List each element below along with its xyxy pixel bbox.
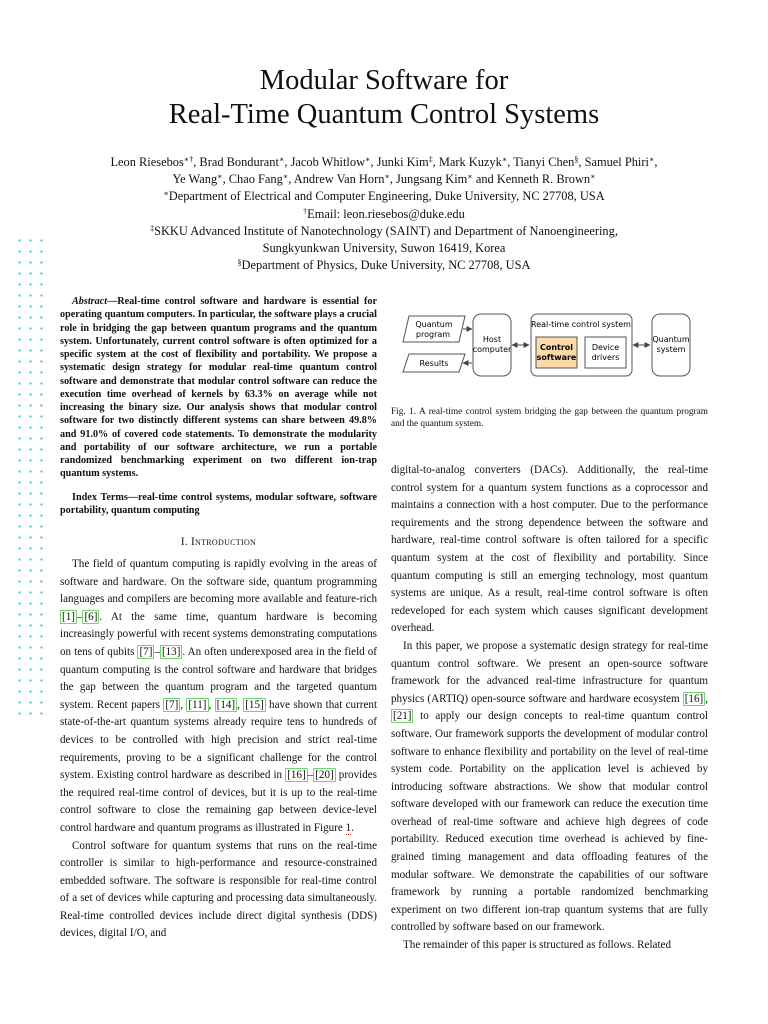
author-name: , Jungsang Kim	[389, 172, 468, 187]
affiliation-text: SKKU Advanced Institute of Nanotechnology (SAINT) and Department of Nanoengineering,	[154, 223, 618, 238]
diagram-label: software	[536, 353, 577, 362]
citation-link[interactable]: [11]	[188, 698, 207, 711]
author-name: , Chao Fang	[222, 172, 283, 187]
author-mark: §	[574, 155, 579, 164]
diagram-label: computer	[472, 345, 512, 354]
affiliation-2	[40, 223, 728, 240]
citation-link[interactable]: [21]	[393, 710, 412, 723]
affiliation-mark: ∗	[163, 189, 169, 199]
body-text: to apply our design concepts to real-time quantum control software. Our framework supports the development of modular control software to enhance flexibility and portability on the level of real-time system code. Portability on the application level is achieved by introducing software abstractions. We show that modular control software developed with our framework can reduce the execution time overhead of real-time software and achieve high degrees of code portability. Reduced execution time overhead is achieved by fine-grained timing management and data offloading features of the modular software. We demonstrate the capabilities of our software framework by running a portable randomized benchmarking experiment on two different ion-trap quantum systems that are fully controlled by software based on our framework.	[391, 710, 708, 934]
author-name: Ye Wang	[172, 172, 218, 187]
author-mark: ∗	[590, 172, 596, 182]
body-text: –	[154, 645, 160, 658]
intro-paragraph-2: Control software for quantum systems that runs on the real-time controller is similar to high-performance and resource-constrained embedded software. The software is responsible for real-time control of a set of devices while capturing and processing data simultaneously. Real-time controlled devices include direct digital synthesis (DDS) devices, digital I/O, and	[60, 839, 377, 940]
affiliation-2b: Sungkyunkwan University, Suwon 16419, Korea	[262, 241, 506, 256]
author-mark: ∗	[648, 155, 655, 164]
quantum-system-box	[652, 314, 690, 376]
body-text: ,	[237, 698, 244, 711]
index-terms-label: Index Terms	[72, 492, 128, 503]
author-mark: ∗	[217, 172, 223, 182]
title-line-1: Modular Software for	[259, 65, 509, 96]
index-terms-text: —real-time control systems, modular software, software portability, quantum computing	[60, 492, 377, 517]
author-name: , Mark Kuzyk	[432, 155, 502, 169]
citation-link[interactable]: [16]	[684, 692, 704, 705]
author-mark: ∗	[278, 155, 285, 164]
author-line-2	[40, 171, 728, 188]
author-name: , Tianyi Chen	[507, 155, 575, 169]
author-name: , Brad Bondurant	[193, 155, 279, 169]
affiliation-mark: †	[303, 206, 308, 216]
author-name: , Samuel Phiri	[578, 155, 649, 169]
author-email	[40, 206, 728, 223]
dotted-margin-marker	[14, 235, 48, 719]
paper-title	[0, 64, 768, 132]
body-text: –	[76, 610, 83, 623]
citation-link[interactable]: [13]	[161, 645, 181, 658]
results-box	[403, 354, 465, 372]
author-name: , Jacob Whitlow	[284, 155, 366, 169]
diagram-label: Quantum	[415, 320, 453, 329]
body-text: The field of quantum computing is rapidly evolving in the areas of software and hardware. On the software side, quantum programming languages and compilers are becoming more available and feature-rich	[60, 558, 377, 606]
section-heading-introduction: I. Introduction	[180, 536, 257, 548]
body-text: ,	[180, 698, 187, 711]
body-text: .	[351, 821, 354, 834]
device-drivers-box	[585, 337, 626, 368]
citation-link[interactable]: [6]	[84, 610, 98, 623]
control-system-diagram	[401, 306, 711, 386]
author-mark: ∗	[365, 155, 371, 164]
affiliation-3	[40, 257, 728, 274]
affiliation-1	[40, 188, 728, 205]
author-mark: ∗	[501, 155, 508, 164]
host-computer-box	[473, 314, 512, 376]
title-line-2: Real-Time Quantum Control Systems	[168, 99, 600, 130]
intro-paragraph-1	[60, 556, 377, 838]
intro-paragraph-4	[391, 638, 708, 937]
citation-link[interactable]: [7]	[139, 645, 153, 658]
author-mark: ∗	[467, 172, 473, 182]
citation-link[interactable]: [15]	[245, 698, 264, 711]
diagram-label: Device	[591, 343, 620, 352]
diagram-label: Results	[419, 359, 449, 368]
diagram-label: Quantum	[652, 335, 690, 344]
diagram-label: Control	[539, 343, 574, 352]
author-mark: ∗†	[183, 155, 194, 164]
intro-paragraph-3: digital-to-analog converters (DACs). Additionally, the real-time control system for a quantum system functions as a coprocessor and maintains a connection with a host computer. Due to the performance requirements and the strong dependence between the software and hardware, real-time control software is often tailored for a specific quantum system at the cost of flexibility and portability. Since quantum computing is still an emerging technology, most quantum systems are unique. As a result, real-time control software is often redeveloped for each system which causes significant development overhead.	[391, 464, 708, 635]
author-name: Leon Riesebos	[110, 155, 184, 169]
author-mark: ∗	[384, 172, 390, 182]
diagram-label: Host	[482, 335, 502, 344]
body-text: have shown that current state-of-the-art quantum systems already require tens to hundreds of devices to be controlled with high precision and strict real-time requirements, proving to be a significant challenge for the control system. Existing control hardware as described in	[60, 698, 378, 782]
email-text: Email: leon.riesebos@duke.edu	[307, 206, 465, 221]
citation-link[interactable]: [16]	[287, 769, 306, 782]
quantum-program-box	[403, 316, 465, 342]
author-line-1	[40, 154, 728, 171]
affiliation-text: Department of Electrical and Computer Engineering, Duke University, NC 27708, USA	[168, 189, 605, 204]
citation-link[interactable]: [14]	[216, 698, 236, 711]
affiliation-mark: §	[237, 258, 242, 268]
control-software-box	[536, 337, 577, 368]
body-text: –	[307, 769, 314, 782]
author-name: and Kenneth R. Brown	[472, 172, 591, 187]
author-name: , Andrew Van Horn	[288, 172, 385, 187]
citation-link[interactable]: [20]	[315, 769, 334, 782]
author-mark: ‡	[428, 155, 433, 164]
diagram-label: Real-time control system	[531, 320, 631, 329]
abstract-label: Abstract	[72, 296, 108, 307]
body-text: . At the same time, quantum hardware is becoming increasingly powerful with recent systems demonstrating computations on tens of qubits	[60, 610, 377, 658]
body-text: In this paper, we propose a systematic design strategy for real-time quantum control software. We present an open-source software framework for the advanced real-time infrastructure for quantum physics (ARTIQ) open-source software and hardware ecosystem	[391, 639, 708, 705]
citation-link[interactable]: [1]	[62, 610, 75, 623]
figure-1-caption: Fig. 1. A real-time control system bridging the gap between the quantum program and the quantum system.	[391, 407, 708, 429]
abstract	[60, 295, 377, 481]
diagram-label: system	[656, 345, 686, 354]
affiliation-mark: ‡	[150, 223, 155, 233]
body-text: ,	[208, 698, 215, 711]
body-text: . An often underexposed area in the field of quantum computing is the control software and hardware that bridges the gap between the quantum program and the targeted quantum system. Recent papers	[60, 645, 377, 711]
affiliation-text: Department of Physics, Duke University, NC 27708, USA	[241, 258, 531, 273]
diagram-label: program	[415, 330, 451, 339]
author-separator: ,	[654, 155, 658, 169]
author-block	[40, 154, 728, 274]
diagram-label: drivers	[591, 353, 620, 362]
intro-left-column	[60, 556, 377, 943]
index-terms	[60, 491, 377, 518]
figure-reference-link[interactable]: 1	[345, 821, 352, 834]
body-text: provides the required real-time control of devices, but it is up to the real-time control software to close the remaining gap between device-level control hardware and quantum programs as illustrated in Figure	[60, 769, 377, 834]
abstract-text: —Real-time control software and hardware is essential for operating quantum computers. In particular, the software plays a crucial role in bridging the gap between quantum programs and the quantum system. Unfortunately, current control software is often optimized for a specific system at the cost of flexibility and portability. We propose a systematic design strategy for modular real-time quantum control software and demonstrate that modular control software can reduce the execution time overhead of kernels by 63.3% on average while not increasing the binary size. Our analysis shows that modular control software for two distinctly different systems can share between 49.8% and 91.0% of covered code statements. To demonstrate the modularity and portability of our software architecture, we run a portable randomized benchmarking experiment on two different ion-trap quantum systems.	[60, 296, 377, 480]
author-mark: ∗	[282, 172, 289, 182]
citation-link[interactable]: [7]	[165, 698, 179, 711]
intro-right-column	[391, 462, 708, 955]
author-name: , Junki Kim	[370, 155, 429, 169]
body-text: ,	[705, 692, 708, 705]
figure-1-diagram	[401, 306, 711, 386]
intro-paragraph-5: The remainder of this paper is structured as follows. Related	[403, 939, 672, 952]
